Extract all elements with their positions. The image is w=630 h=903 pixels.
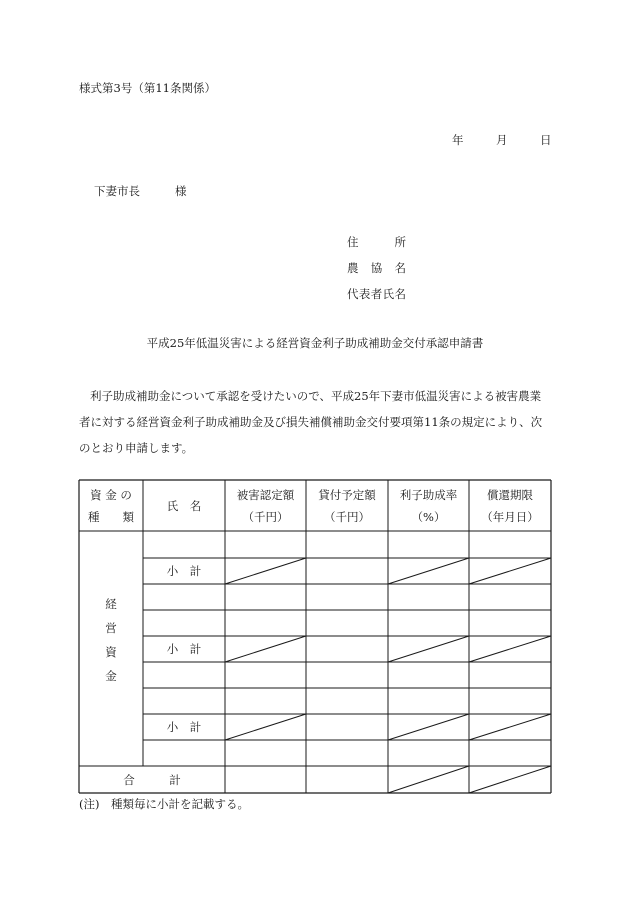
addressee [94, 183, 187, 199]
subtotal-slash [388, 558, 469, 584]
date-line [452, 132, 552, 148]
subtotal-slash [388, 714, 469, 740]
applicant-address-row [347, 234, 406, 250]
subtotal-label: 小 計 [166, 720, 202, 734]
subtotal-label: 小 計 [166, 642, 202, 656]
applicant-coop-label: 農 協 名 [347, 261, 406, 275]
document-title: 平成25年低温災害による経営資金利子助成補助金交付承認申請書 [146, 336, 484, 350]
subtotal-slash [225, 558, 306, 584]
table-header-cell: 利子助成率 （%） [399, 487, 458, 524]
subtotal-slash [469, 636, 551, 662]
table-note: (注) 種類毎に小計を記載する。 [79, 797, 249, 811]
total-slash [469, 766, 551, 793]
subtotal-slash [225, 636, 306, 662]
total-label: 合 計 [123, 772, 181, 787]
applicant-representative-label: 代表者氏名 [347, 287, 406, 301]
date-month-label: 月 [496, 133, 508, 147]
subtotal-slash [469, 558, 551, 584]
addressee-honorific: 様 [175, 184, 187, 198]
form-number: 様式第3号（第11条関係） [79, 81, 216, 95]
applicant-address-label: 住 所 [347, 235, 406, 249]
table-header-cell: 被害認定額 （千円） [236, 487, 295, 524]
table-header-cell: 償還期限 （年月日） [481, 487, 539, 524]
subtotal-slash [225, 714, 306, 740]
fund-type-label: 経 営 資 金 [105, 597, 117, 683]
body-paragraph: 利子助成補助金について承認を受けたいので、平成25年下妻市低温災害による被害農業者に対する経営資金利子助成補助金及び損失補償補助金交付要項第11条の規定により、次のとおり申請します。 [79, 389, 543, 455]
date-day-label: 日 [540, 133, 552, 147]
table-header-cell: 氏 名 [166, 498, 202, 513]
applicant-representative-row [347, 286, 406, 302]
application-table [79, 480, 551, 793]
subtotal-label: 小 計 [166, 564, 202, 578]
table-header-cell: 貸付予定額 （千円） [318, 487, 376, 524]
date-year-label: 年 [452, 133, 464, 147]
subtotal-slash [469, 714, 551, 740]
subtotal-slash [388, 636, 469, 662]
table-header-cell: 資 金 の 種 類 [88, 487, 134, 524]
applicant-coop-row [347, 260, 406, 276]
total-slash [388, 766, 469, 793]
addressee-name: 下妻市長 [94, 184, 140, 198]
